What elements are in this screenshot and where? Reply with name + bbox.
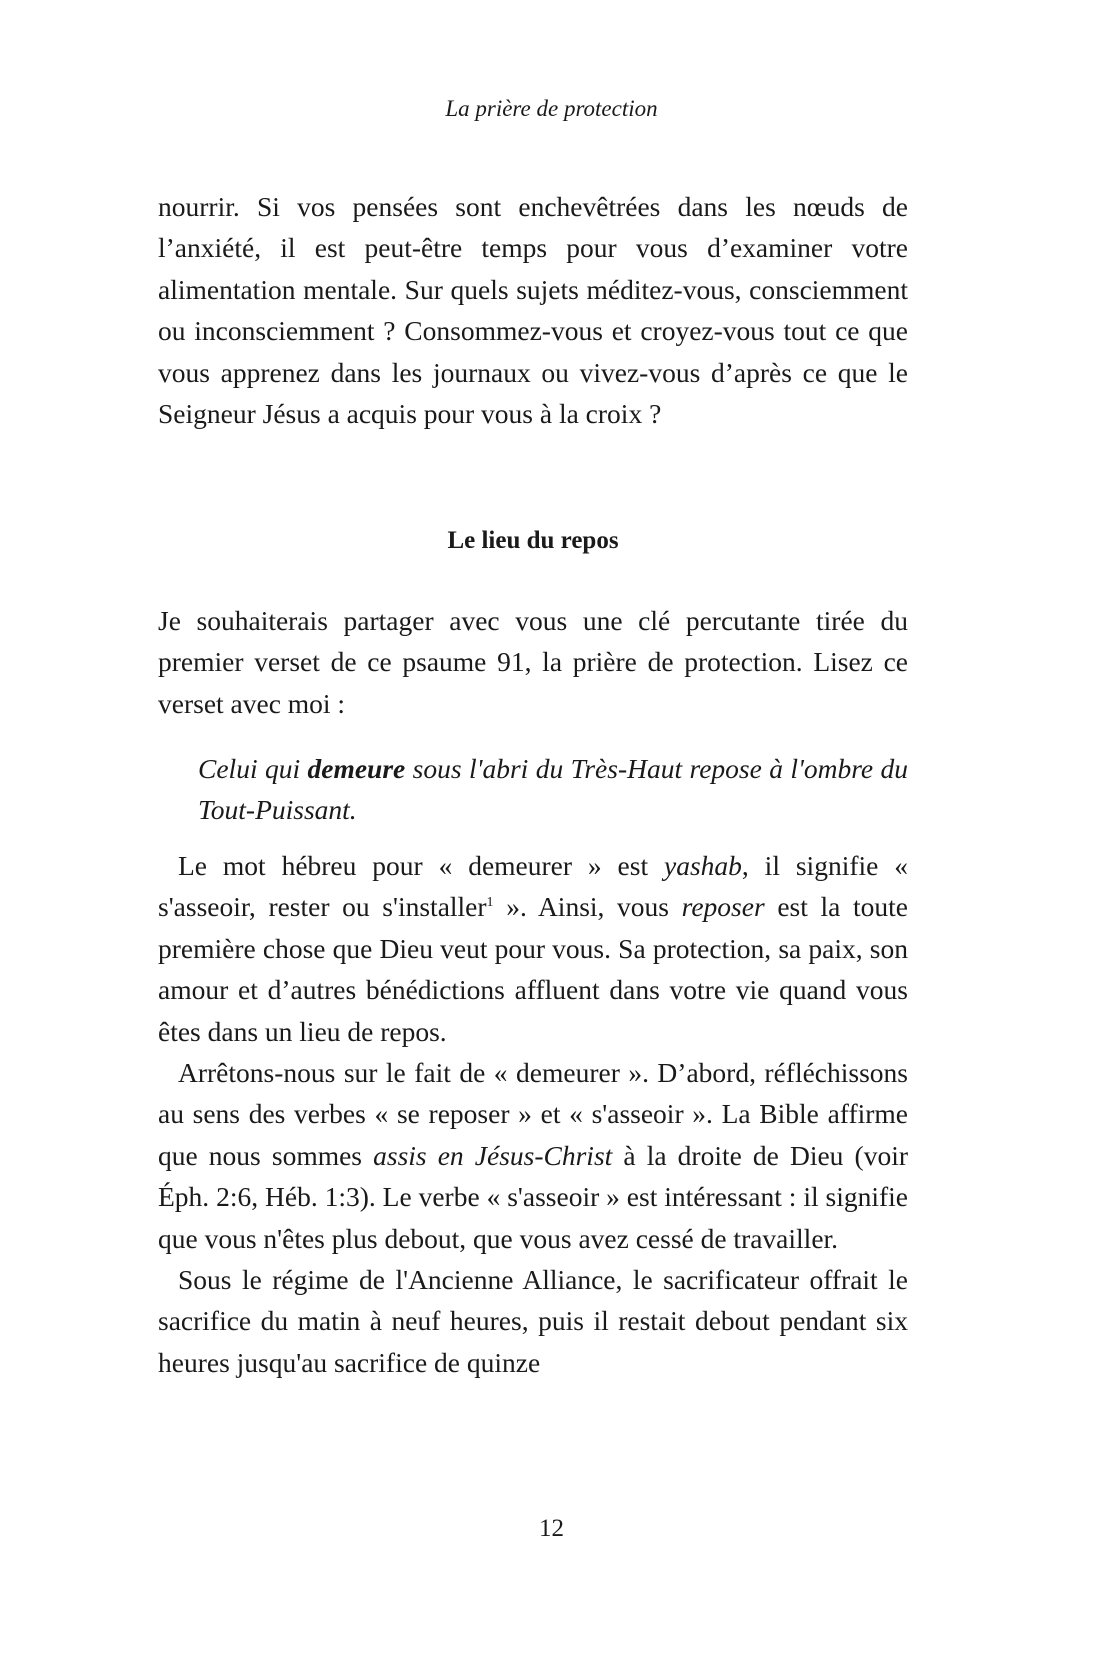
quote-text: sous l'abri du Très-Haut repose à l'ombre du Tout-Puissant. bbox=[198, 753, 908, 826]
text-run: Le mot hébreu pour « demeurer » est bbox=[178, 849, 664, 881]
italic-term: assis en Jésus-Christ bbox=[373, 1139, 613, 1171]
italic-term: reposer bbox=[681, 891, 765, 923]
quote-text: Celui qui bbox=[198, 753, 308, 785]
paragraph-hebrew bbox=[158, 845, 908, 1052]
running-head: La prière de protection bbox=[445, 96, 658, 121]
italic-term: yashab bbox=[664, 849, 742, 881]
spacer bbox=[158, 562, 908, 600]
page-number: 12 bbox=[539, 1515, 564, 1542]
spacer bbox=[158, 831, 908, 845]
text-run: ». Ainsi, vous bbox=[493, 891, 682, 923]
quote-bold: demeure bbox=[307, 753, 406, 785]
scripture-quote bbox=[158, 748, 908, 831]
text-run: est la toute première chose que Dieu veut pour vous. Sa protection, sa paix, son amour et d’autres bénédictions affluent dans votre vie quand vous êtes dans un lieu de repos. bbox=[158, 891, 908, 1047]
spacer bbox=[158, 724, 908, 748]
text-run: Arrêtons-nous sur le fait de « demeurer ». D’abord, réfléchissons au sens des verbes « se reposer » et « s'asseoir ». La Bible affirme que nous sommes bbox=[158, 1056, 908, 1171]
paragraph-lead: Je souhaiterais partager avec vous une clé percutante tirée du premier verset de ce psaume 91, la prière de protection. Lisez ce verset avec moi : bbox=[158, 604, 908, 719]
spacer bbox=[158, 434, 908, 520]
section-heading: Le lieu du repos bbox=[447, 527, 619, 555]
footnote-ref[interactable]: 1 bbox=[486, 895, 494, 911]
text-run: , il signifie « s'asseoir, rester ou s'installer bbox=[158, 849, 908, 923]
paragraph-arretons bbox=[158, 1052, 908, 1259]
paragraph-intro: nourrir. Si vos pensées sont enchevêtrées dans les nœuds de l’anxiété, il est peut-être temps pour vous d’examiner votre alimentation mentale. Sur quels sujets méditez-vous, consciemment ou inconsciemment ? Consommez-vous et croyez-vous tout ce que vous apprenez dans les journaux ou vivez-vous d’après ce que le Seigneur Jésus a acquis pour vous à la croix ? bbox=[158, 191, 908, 430]
page-body bbox=[158, 186, 908, 1383]
text-run: à la droite de Dieu (voir Éph. 2:6, Héb. 1:3). Le verbe « s'asseoir » est intéressant : il signifie que vous n'êtes plus debout, que vous avez cessé de travailler. bbox=[158, 1139, 908, 1254]
paragraph-sous: Sous le régime de l'Ancienne Alliance, le sacrificateur offrait le sacrifice du matin à neuf heures, puis il restait debout pendant six heures jusqu'au sacrifice de quinze bbox=[158, 1263, 908, 1378]
